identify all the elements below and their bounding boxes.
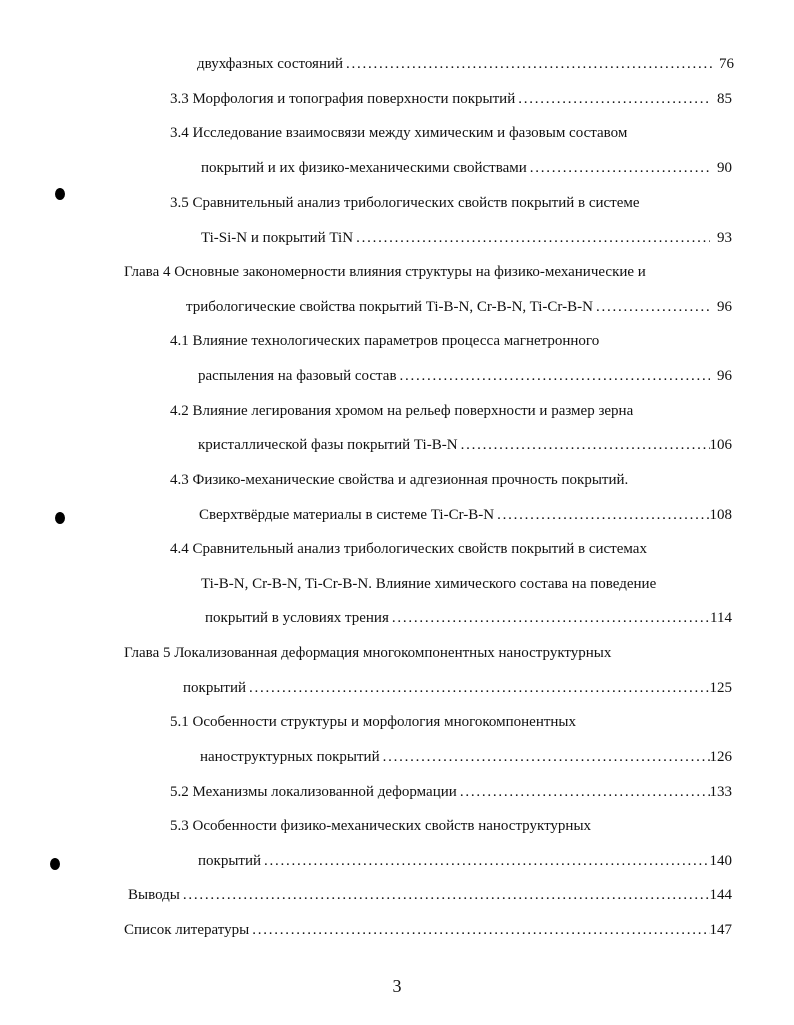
toc-entry [201,160,732,177]
toc-entry-page: 133 [709,784,732,800]
toc-entry-title: 4.2 Влияние легирования хромом на рельеф поверхности и размер зерна [170,403,634,419]
toc-leader-dots [515,91,710,108]
toc-entry-title: наноструктурных покрытий [200,749,380,765]
toc-entry-page: 96 [717,299,732,315]
toc-entry-title: Глава 5 Локализованная деформация многокомпонентных наноструктурных [124,645,612,661]
toc-entry [124,264,646,281]
toc-entry [170,333,599,350]
toc-entry-title: Глава 4 Основные закономерности влияния структуры на физико-механические и [124,264,646,280]
toc-entry [198,853,732,870]
toc-entry-page: 144 [709,887,732,903]
toc-leader-dots [343,56,712,73]
toc-entry [124,645,611,662]
toc-leader-dots [458,437,710,454]
toc-entry [200,749,732,766]
toc-entry-title: Ti-Si-N и покрытий TiN [201,230,354,246]
toc-entry-title: двухфазных состояний [197,56,344,72]
toc-entry-title: покрытий в условиях трения [205,610,389,626]
toc-entry-title: Ti-B-N, Cr-B-N, Ti-Cr-B-N. Влияние химического состава на поведение [201,576,657,592]
toc-entry [170,91,732,108]
toc-entry-page: 126 [709,749,732,765]
toc-entry-title: 3.5 Сравнительный анализ трибологических свойств покрытий в системе [170,195,640,211]
toc-entry-title: 4.4 Сравнительный анализ трибологических свойств покрытий в системах [170,541,647,557]
toc-entry-title: 4.3 Физико-механические свойства и адгезионная прочность покрытий. [170,472,629,488]
toc-entry-title: 5.3 Особенности физико-механических свойств наноструктурных [170,818,592,834]
toc-entry-page: 114 [710,610,732,626]
toc-entry-title: кристаллической фазы покрытий Ti-B-N [198,437,458,453]
toc-entry-title: 4.1 Влияние технологических параметров процесса магнетронного [170,333,600,349]
toc-leader-dots [494,507,709,524]
toc-leader-dots [389,610,710,627]
toc-leader-dots [180,887,710,904]
toc-entry-page: 96 [717,368,732,384]
toc-leader-dots [249,922,709,939]
toc-entry-title: 5.1 Особенности структуры и морфология многокомпонентных [170,714,577,730]
toc-entry [201,576,656,593]
toc-entry [128,887,732,904]
toc-entry-page: 147 [709,922,732,938]
toc-entry-title: покрытий [198,853,262,869]
binder-hole [55,512,65,524]
toc-leader-dots [246,680,709,697]
toc-entry-title: Выводы [128,887,180,903]
toc-entry-page: 125 [709,680,732,696]
toc-entry-title: 5.2 Механизмы локализованной деформации [170,784,457,800]
toc-entry [170,818,591,835]
toc-entry-title: покрытий [183,680,247,696]
toc-entry [170,541,647,558]
toc-leader-dots [380,749,710,766]
toc-entry [170,472,628,489]
toc-entry-page: 140 [709,853,732,869]
page-number: 3 [392,976,402,996]
toc-entry [186,299,732,316]
toc-entry [198,437,732,454]
toc-entry-page: 93 [717,230,732,246]
toc-entry-title: 3.4 Исследование взаимосвязи между химическим и фазовым составом [170,125,628,141]
toc-entry [201,230,732,247]
toc-entry-title: Сверхтвёрдые материалы в системе Ti-Cr-B-N [199,507,495,523]
toc-leader-dots [397,368,710,385]
toc-entry [205,610,732,627]
toc-entry [170,784,732,801]
toc-entry [170,125,627,142]
toc-leader-dots [261,853,709,870]
toc-leader-dots [527,160,710,177]
toc-entry [124,922,732,939]
toc-entry-page: 106 [709,437,732,453]
binder-hole [55,188,65,200]
toc-entry-title: Список литературы [124,922,250,938]
toc-entry-page: 108 [709,507,732,523]
toc-entry [198,368,732,385]
toc-entry-page: 90 [717,160,732,176]
toc-entry-title: распыления на фазовый состав [198,368,397,384]
toc-entry-title: покрытий и их физико-механическими свойствами [201,160,527,176]
toc-entry [197,56,734,73]
binder-hole [50,858,60,870]
toc-entry [183,680,732,697]
toc-leader-dots [593,299,710,316]
toc-entry [170,403,633,420]
toc-leader-dots [457,784,710,801]
toc-entry-page: 85 [717,91,732,107]
toc-entry-title: 3.3 Морфология и топография поверхности покрытий [170,91,516,107]
toc-entry-page: 76 [719,56,734,72]
toc-entry [199,507,732,524]
toc-entry-title: трибологические свойства покрытий Ti-B-N, Cr-B-N, Ti-Cr-B-N [186,299,593,315]
toc-entry [170,714,576,731]
toc-entry [170,195,640,212]
toc-leader-dots [353,230,710,247]
